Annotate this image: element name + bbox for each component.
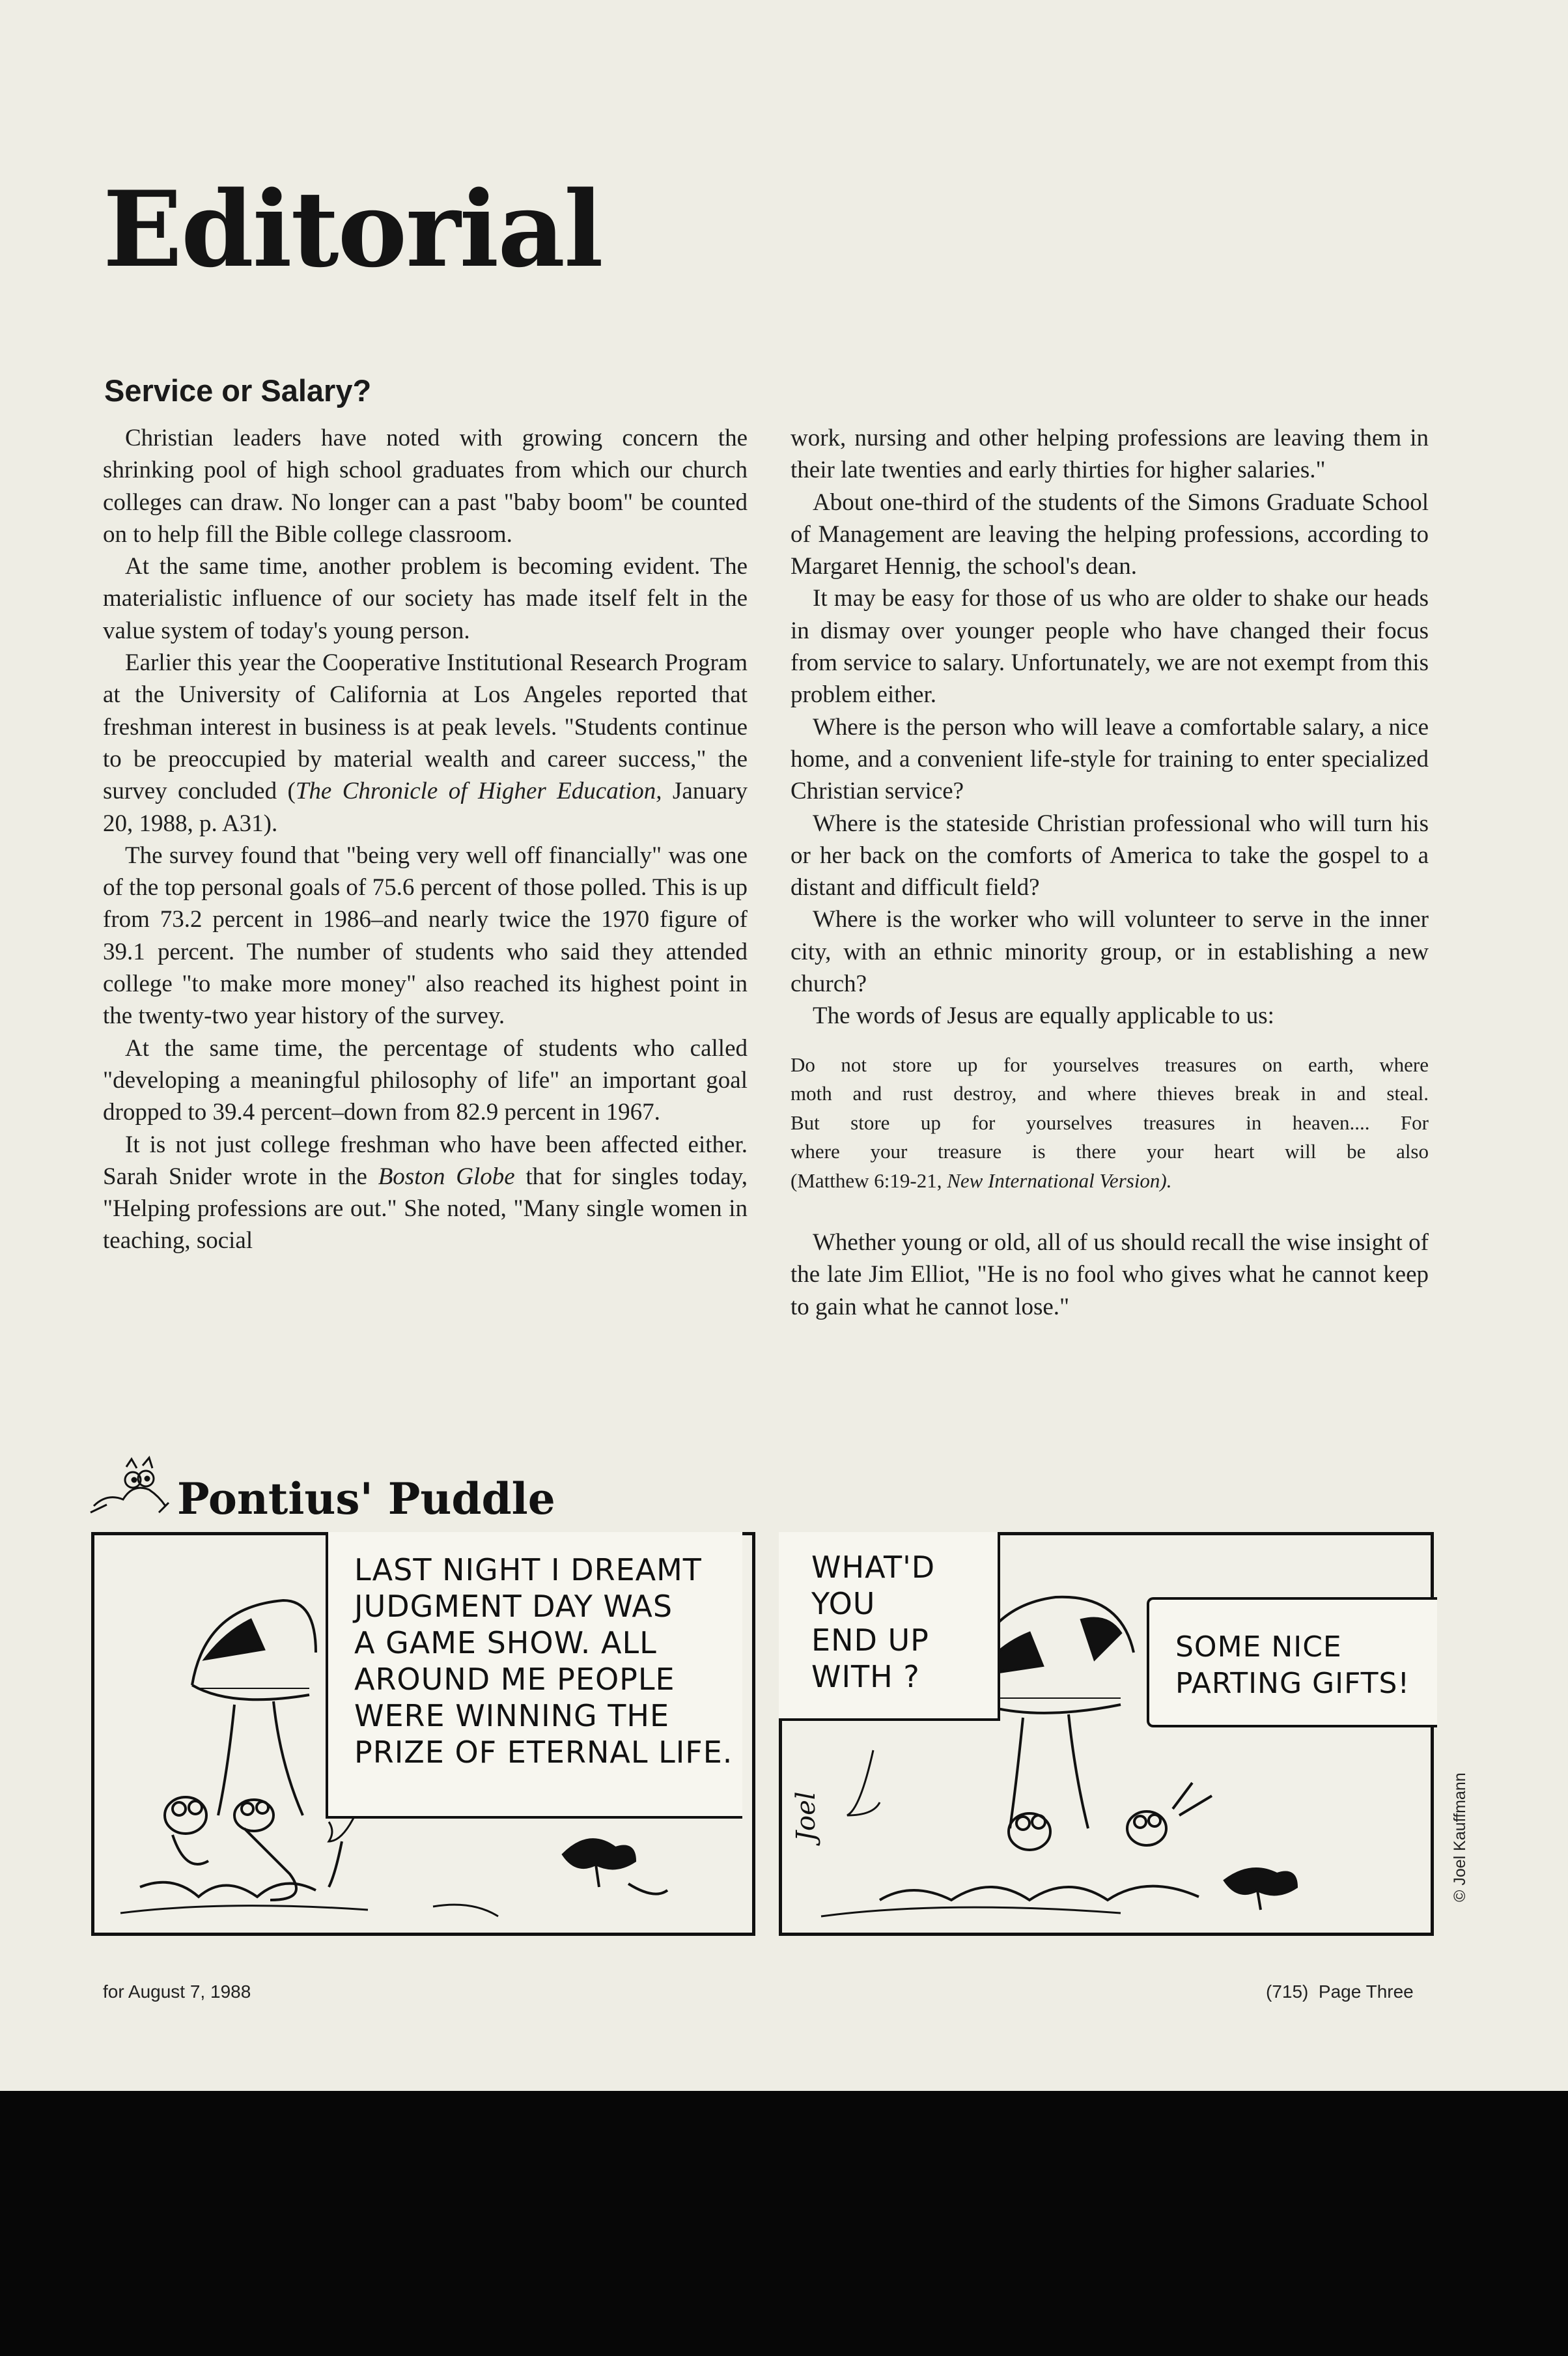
paragraph: At the same time, the percentage of students who called "developing a meaningful philosophy of life" an important goal dropped to 39.4 percent–down from 82.9 percent in 1967. [103, 1034, 748, 1126]
page-number: (715) Page Three [1266, 1981, 1414, 2002]
quote-line: But store up for yourselves treasures in heaven.... For [791, 1111, 1429, 1134]
scripture-quote [791, 1051, 1429, 1196]
paragraph: The survey found that "being very well off financially" was one of the top personal goals of 75.6 percent of those polled. This is up from 73.2 percent in 1986–and nearly twice the 1970 figure of 39.1 percent. The number of students who said they attended college "to make more money" also reached its highest point in the twenty-two year history of the survey. [103, 842, 748, 1030]
quote-reference: (Matthew 6:19-21, New International Version). [791, 1169, 1172, 1192]
quote-line: where your treasure is there your heart will be also [791, 1140, 1429, 1163]
artist-signature: Joel [791, 1791, 821, 1841]
paragraph: About one-third of the students of the Simons Graduate School of Management are leaving the helping professions, according to Margaret Hennig, the school's dean. [791, 489, 1429, 580]
paragraph: At the same time, another problem is becoming evident. The materialistic influence of our society has made itself felt in the value system of today's young person. [103, 553, 748, 644]
quote-line: moth and rust destroy, and where thieves break in and steal. [791, 1082, 1429, 1105]
closing-paragraph: Whether young or old, all of us should recall the wise insight of the late Jim Elliot, "He is no fool who gives what he cannot keep to gain what he cannot lose." [791, 1229, 1429, 1320]
scan-background [0, 2091, 1568, 2356]
speech-bubble-question: WHAT'D YOU END UP WITH ? [779, 1532, 1000, 1721]
right-column [791, 422, 1429, 1323]
cartoon-panel-2 [779, 1532, 1434, 1936]
cartoon-title: Pontius' Puddle [177, 1473, 555, 1524]
speech-bubble-answer: SOME NICE PARTING GIFTS! [1147, 1597, 1437, 1727]
copyright-credit: © Joel Kauffmann [1451, 1772, 1469, 1902]
paragraph: Earlier this year the Cooperative Institutional Research Program at the University of California at Los Angeles reported that freshman interest in business is at peak levels. "Students continue to be preoccupied by material wealth and career success," the survey concluded (The Chronicle of Higher Education, January 20, 1988, p. A31). [103, 649, 748, 837]
paragraph: Christian leaders have noted with growing concern the shrinking pool of high school graduates from which our church colleges can draw. No longer can a past "baby boom" be counted on to help fill the Bible college classroom. [103, 425, 748, 548]
article-title: Service or Salary? [104, 373, 372, 408]
quote-line: Do not store up for yourselves treasures on earth, where [791, 1053, 1429, 1076]
citation-title: The Chronicle of Higher Education, [295, 778, 662, 805]
paragraph: Where is the stateside Christian professional who will turn his or her back on the comforts of America to take the gospel to a distant and difficult field? [791, 810, 1429, 901]
left-column [103, 422, 748, 1257]
paragraph: It is not just college freshman who have been affected either. Sarah Snider wrote in the Boston Globe that for singles today, "Helping professions are out." She noted, "Many single women in teaching, social [103, 1131, 748, 1255]
paragraph: work, nursing and other helping professions are leaving them in their late twenties and early thirties for higher salaries." [791, 425, 1429, 484]
paragraph: It may be easy for those of us who are older to shake our heads in dismay over younger people who have changed their focus from service to salary. Unfortunately, we are not exempt from this problem either. [791, 585, 1429, 709]
paragraph: The words of Jesus are equally applicable to us: [813, 1002, 1274, 1030]
masthead: Editorial [103, 168, 602, 291]
paragraph: Where is the worker who will volunteer to serve in the inner city, with an ethnic minority group, or in establishing a new church? [791, 906, 1429, 998]
speech-bubble-dream: LAST NIGHT I DREAMT JUDGMENT DAY WAS A GAME SHOW. ALL AROUND ME PEOPLE WERE WINNING THE PRIZE OF ETERNAL LIFE. [326, 1532, 742, 1819]
paragraph: Where is the person who will leave a comfortable salary, a nice home, and a convenient life-style for training to enter specialized Christian service? [791, 713, 1429, 805]
issue-date: for August 7, 1988 [103, 1981, 251, 2002]
cartoon-panel-1 [91, 1532, 755, 1936]
newspaper-name: Boston Globe [378, 1163, 515, 1190]
frog-logo-icon [87, 1454, 172, 1519]
